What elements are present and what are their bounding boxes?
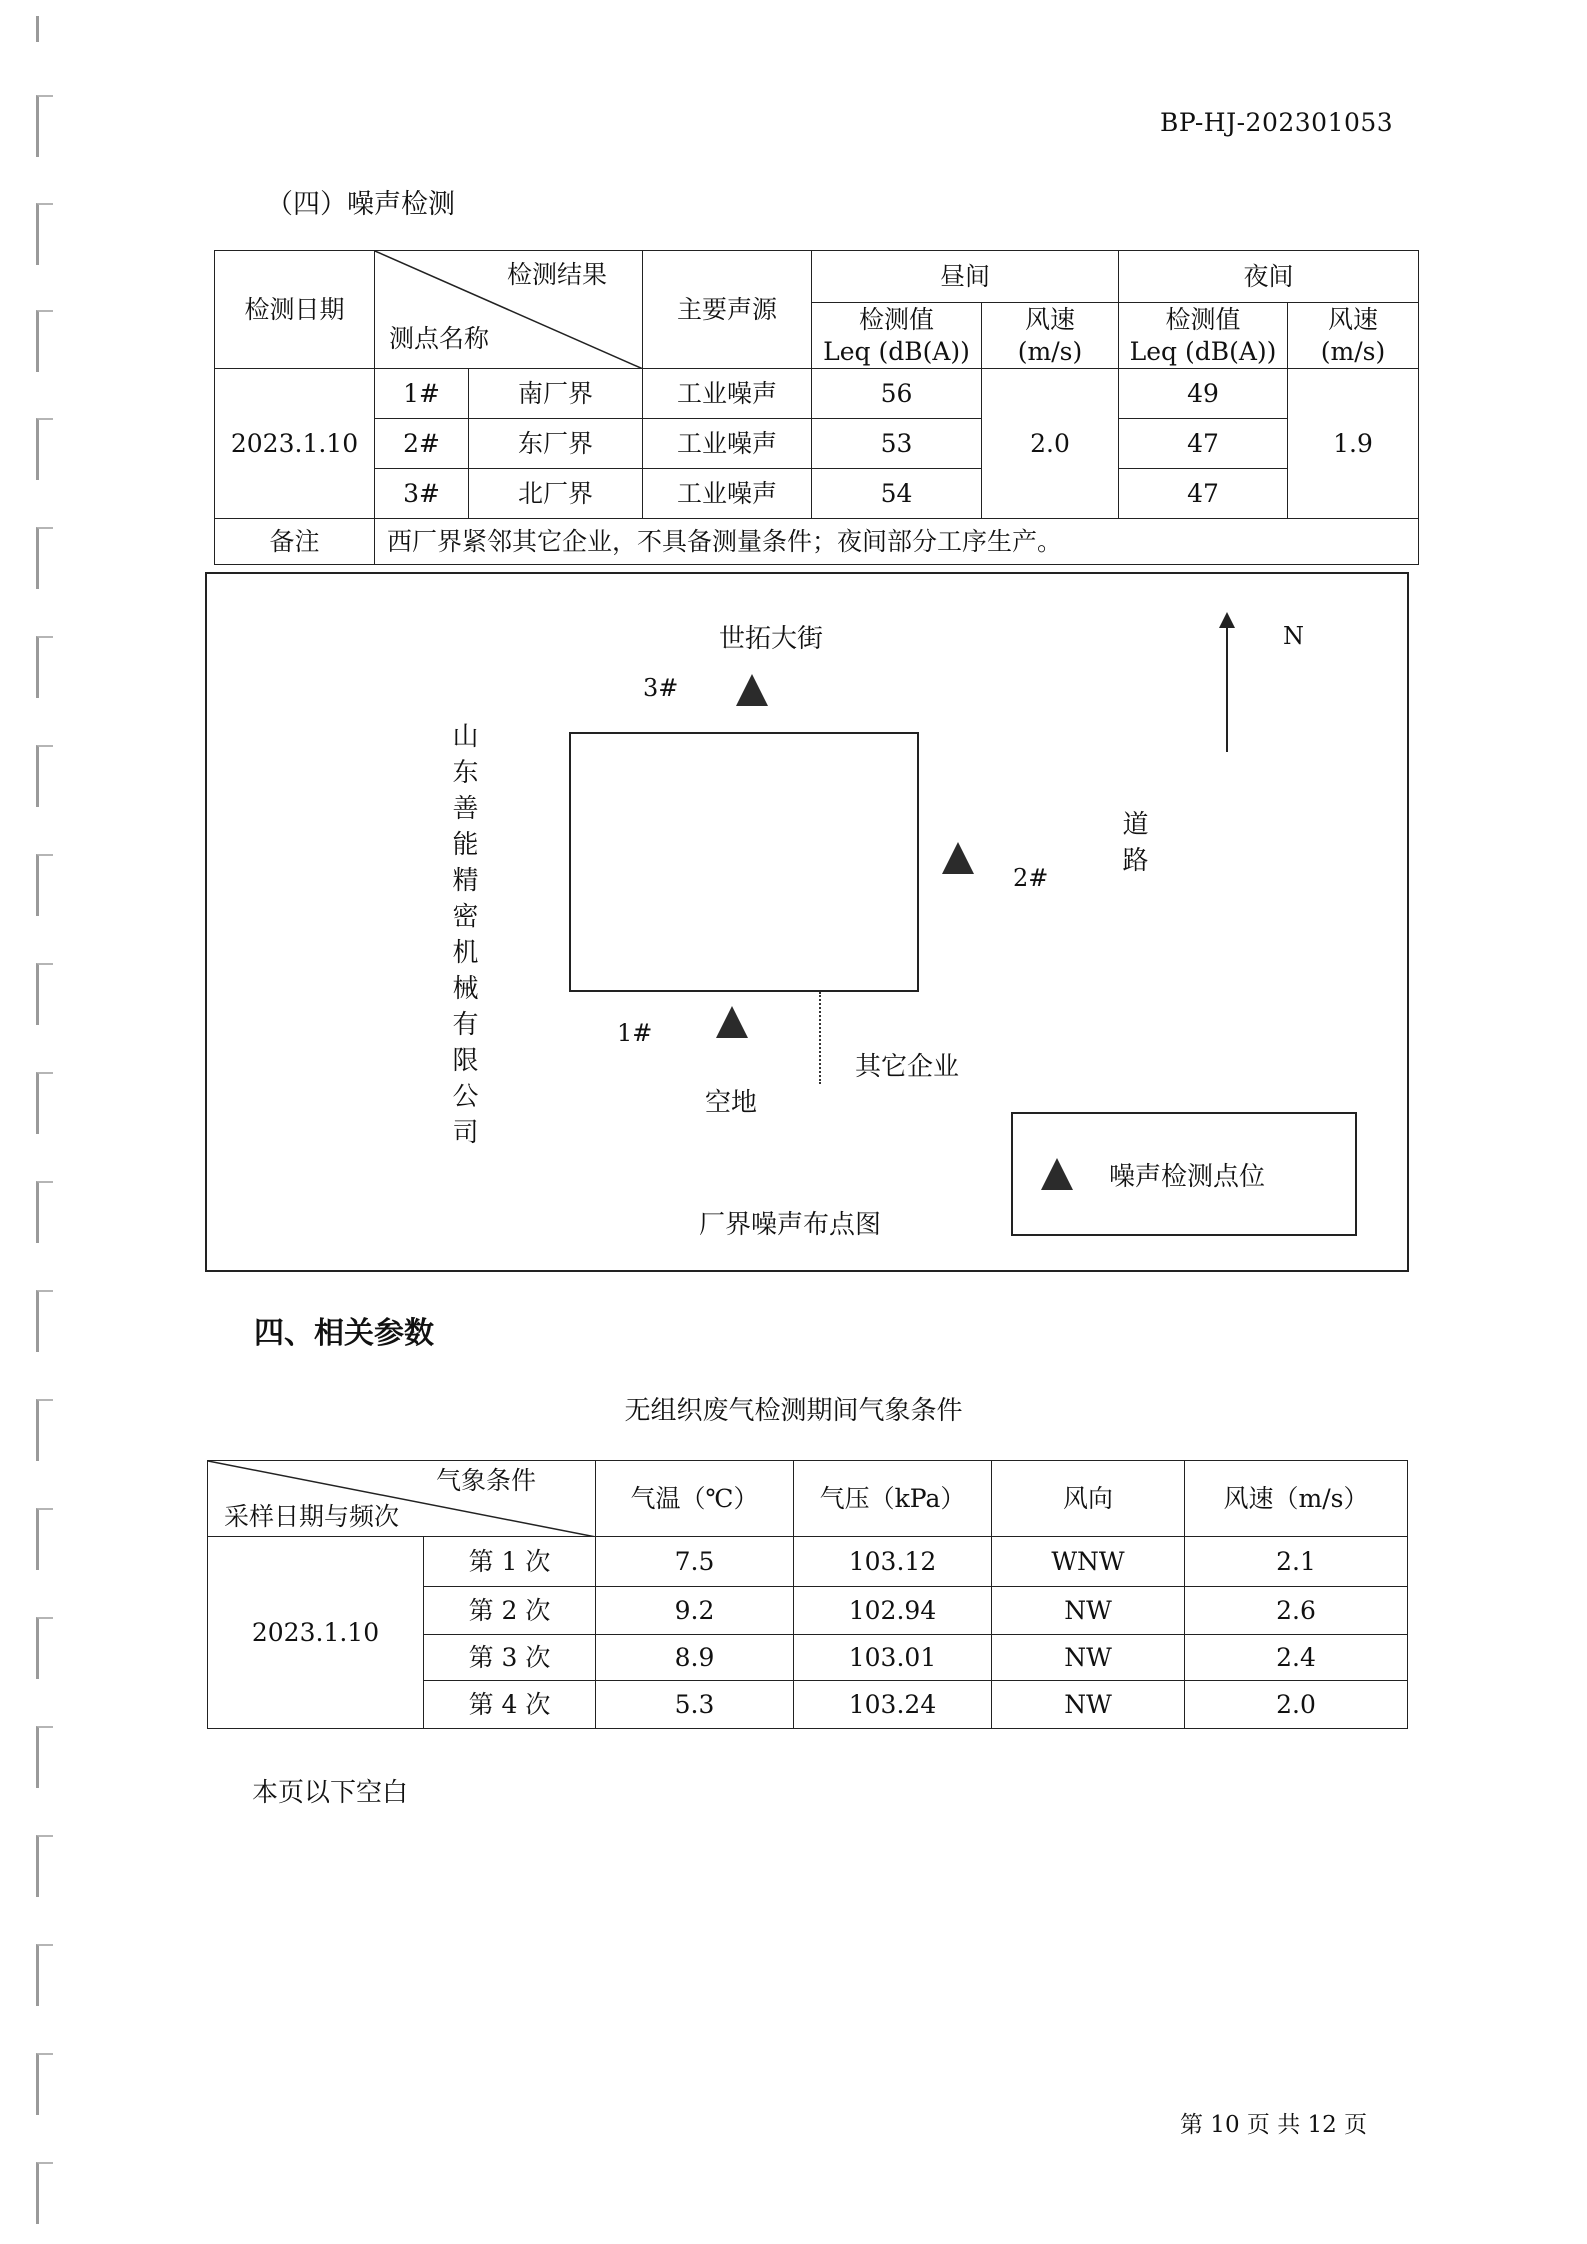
factory-outline [569,732,919,992]
noise-layout-diagram [205,572,1409,1272]
cell-wind-direction: NW [992,1681,1185,1729]
cell-night-value: 47 [1119,419,1288,469]
cell-pressure: 103.24 [794,1681,992,1729]
blank-note: 本页以下空白 [252,1778,409,1808]
remark-text: 西厂界紧邻其它企业，不具备测量条件；夜间部分工序生产。 [375,519,1419,565]
north-label: N [1283,622,1304,650]
cell-wind-direction: NW [992,1635,1185,1681]
cell-night-wind: 1.9 [1288,369,1419,519]
diag-top-label: 检测结果 [507,260,608,289]
east-road-label: 道路 [1118,810,1148,882]
boundary-dotted-line [819,992,821,1084]
diag-top-label: 气象条件 [436,1466,537,1495]
cell-date: 2023.1.10 [215,369,375,519]
remark-row [215,519,1419,565]
cell-night-value: 47 [1119,469,1288,519]
page-number: 第 10 页 共 12 页 [1180,2112,1368,2138]
cell-pressure: 102.94 [794,1587,992,1635]
cell-source: 工业噪声 [643,369,812,419]
cell-wind-direction: NW [992,1587,1185,1635]
cell-wind-speed: 2.4 [1185,1635,1408,1681]
legend-label: 噪声检测点位 [1109,1162,1266,1192]
noise-point-3-marker [736,674,768,706]
header-date: 检测日期 [215,251,375,369]
section-title: （四）噪声检测 [266,189,455,220]
west-company-label: 山东善能精密机械有限公司 [448,722,478,1154]
cell-day-value: 54 [812,469,982,519]
cell-source: 工业噪声 [643,419,812,469]
cell-night-value: 49 [1119,369,1288,419]
north-arrow-icon [1219,612,1235,628]
header-diagonal [208,1461,596,1537]
north-road-label: 世拓大街 [719,624,824,654]
header-pressure: 气压（kPa） [794,1461,992,1537]
noise-point-1-marker [716,1006,748,1038]
cell-pressure: 103.01 [794,1635,992,1681]
point-1-label: 1# [617,1019,653,1047]
legend-marker-icon [1041,1158,1073,1190]
north-arrow-shaft [1226,620,1228,752]
cell-temp: 7.5 [596,1537,794,1587]
point-3-label: 3# [643,674,679,702]
remark-label: 备注 [215,519,375,565]
weather-table-caption: 无组织废气检测期间气象条件 [624,1396,963,1426]
diagram-caption: 厂界噪声布点图 [699,1210,882,1240]
header-night: 夜间 [1119,251,1419,303]
cell-pressure: 103.12 [794,1537,992,1587]
cell-temp: 9.2 [596,1587,794,1635]
table-row [215,469,1419,519]
cell-point-name: 东厂界 [469,419,643,469]
header-source: 主要声源 [643,251,812,369]
diag-bottom-label: 采样日期与频次 [224,1502,400,1531]
cell-day-value: 56 [812,369,982,419]
table-row [215,369,1419,419]
cell-wind-direction: WNW [992,1537,1185,1587]
document-number: BP-HJ-202301053 [1160,108,1394,137]
cell-point-name: 北厂界 [469,469,643,519]
cell-source: 工业噪声 [643,469,812,519]
cell-temp: 5.3 [596,1681,794,1729]
cell-frequency: 第 1 次 [424,1537,596,1587]
cell-wind-speed: 2.0 [1185,1681,1408,1729]
cell-frequency: 第 3 次 [424,1635,596,1681]
header-wind-direction: 风向 [992,1461,1185,1537]
weather-table [207,1460,1408,1729]
cell-wind-speed: 2.6 [1185,1587,1408,1635]
cell-point-id: 3# [375,469,469,519]
point-2-label: 2# [1013,864,1049,892]
cell-point-id: 1# [375,369,469,419]
other-company-label: 其它企业 [855,1052,960,1082]
header-day: 昼间 [812,251,1119,303]
cell-temp: 8.9 [596,1635,794,1681]
cell-point-id: 2# [375,419,469,469]
header-diagonal [375,251,643,369]
legend-box [1011,1112,1357,1236]
south-land-label: 空地 [705,1088,758,1118]
cell-day-value: 53 [812,419,982,469]
noise-table [214,250,1419,565]
cell-wind-speed: 2.1 [1185,1537,1408,1587]
cell-day-wind: 2.0 [982,369,1119,519]
header-day-value: 检测值 Leq (dB(A)) [812,303,982,369]
header-wind-speed: 风速（m/s） [1185,1461,1408,1537]
diag-bottom-label: 测点名称 [389,324,490,353]
params-heading: 四、相关参数 [254,1316,434,1351]
header-night-wind: 风速 (m/s) [1288,303,1419,369]
cell-point-name: 南厂界 [469,369,643,419]
cell-date: 2023.1.10 [208,1537,424,1729]
header-night-value: 检测值 Leq (dB(A)) [1119,303,1288,369]
table-row [215,419,1419,469]
table-row [208,1537,1408,1587]
cell-frequency: 第 4 次 [424,1681,596,1729]
header-temp: 气温（℃） [596,1461,794,1537]
noise-point-2-marker [942,842,974,874]
cell-frequency: 第 2 次 [424,1587,596,1635]
header-day-wind: 风速 (m/s) [982,303,1119,369]
